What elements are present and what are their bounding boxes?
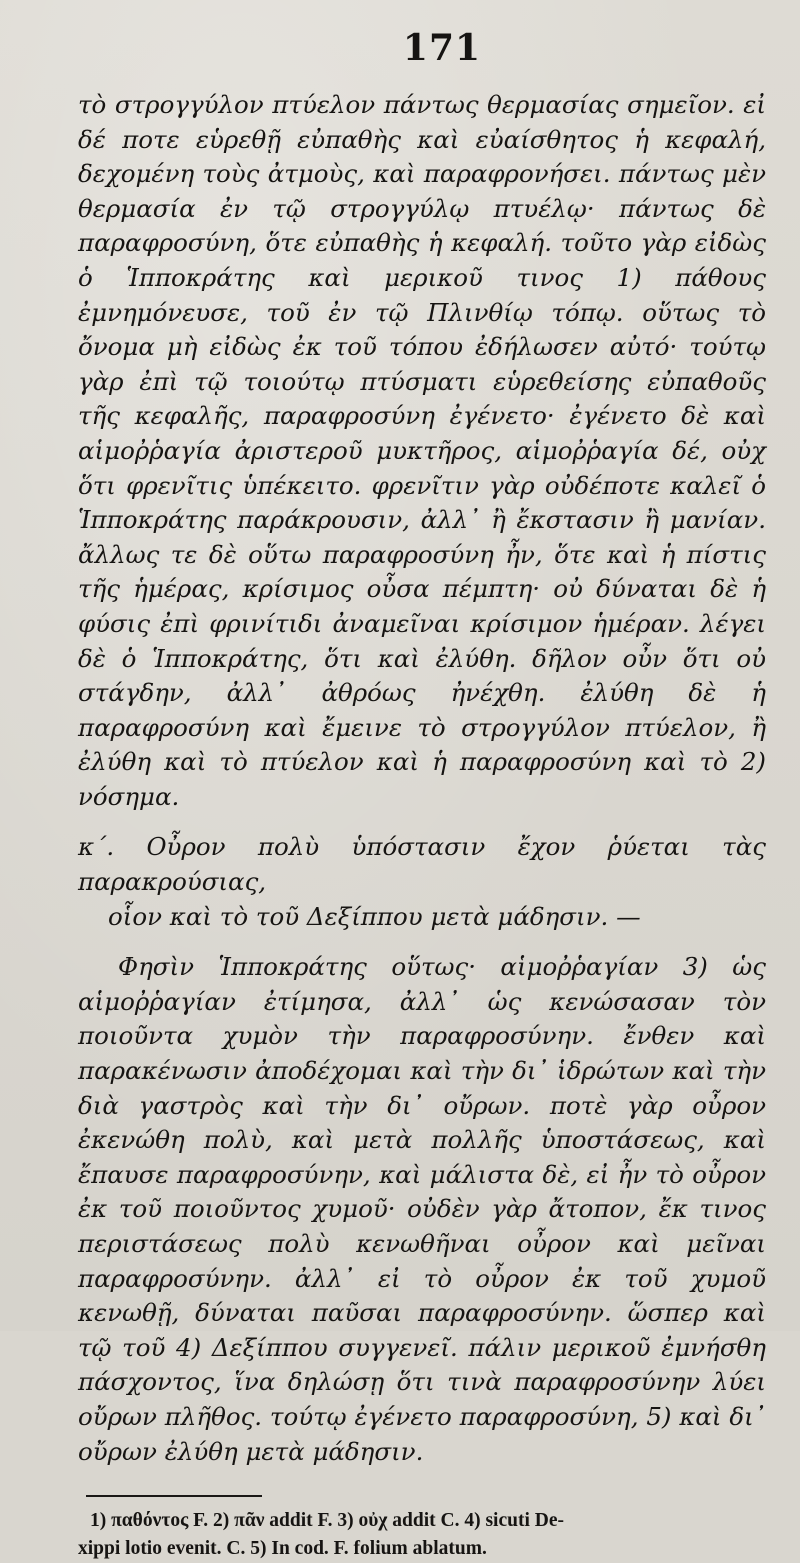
page-number: 171 — [402, 27, 482, 69]
body-text — [78, 88, 766, 1469]
paragraph-commentary: τὸ στρογγύλον πτύελον πάντως θερμασίας σημεῖον. εἰ δέ ποτε εὑρεθῇ εὐπαθὴς καὶ εὐαίσθητος ἡ κεφαλή, δεχομένη τοὺς ἀτμοὺς, καὶ παραφρονήσει. πάντως μὲν θερμασία ἐν τῷ στρογγύλῳ πτυέλῳ· πάντως δὲ παραφροσύνη, ὅτε εὐπαθὴς ἡ κεφαλή. τοῦτο γὰρ εἰδὼς ὁ Ἱπποκράτης καὶ μερικοῦ τινος 1) πάθους ἐμνημόνευσε, τοῦ ἐν τῷ Πλινθίῳ τόπῳ. οὕτως τὸ ὄνομα μὴ εἰδὼς ἐκ τοῦ τόπου ἐδήλωσεν αὐτό· τούτῳ γὰρ ἐπὶ τῷ τοιούτῳ πτύσματι εὑρεθείσης εὐπαθοῦς τῆς κεφαλῆς, παραφροσύνη ἐγένετο· ἐγένετο δὲ καὶ αἱμοῤῥαγία ἀριστεροῦ μυκτῆρος, αἱμοῤῥαγία δέ, οὐχ ὅτι φρενῖτις ὑπέκειτο. φρενῖτιν γὰρ οὐδέποτε καλεῖ ὁ Ἱπποκράτης παράκρουσιν, ἀλλ᾽ ἢ ἔκστασιν ἢ μανίαν. ἄλλως τε δὲ οὕτω παραφροσύνη ἦν, ὅτε καὶ ἡ πίστις τῆς ἡμέρας, κρίσιμος οὖσα πέμπτη· οὐ δύναται δὲ ἡ φύσις ἐπὶ φρινίτιδι ἀναμεῖναι κρίσιμον ἡμέραν. λέγει δὲ ὁ Ἱπποκράτης, ὅτι καὶ ἐλύθη. δῆλον οὖν ὅτι οὐ στάγδην, ἀλλ᾽ ἀθρόως ἠνέχθη. ἐλύθη δὲ ἡ παραφροσύνη καὶ ἔμεινε τὸ στρογγύλον πτύελον, ἢ ἐλύθη καὶ τὸ πτύελον καὶ ἡ παραφροσύνη καὶ τὸ 2) νόσημα. — [78, 90, 766, 811]
aphorism-line-2: οἷον καὶ τὸ τοῦ Δεξίππου μετὰ μάδησιν. — — [108, 901, 641, 931]
footnote-divider — [86, 1495, 262, 1497]
paragraph-commentary-2: Φησὶν Ἱπποκράτης οὕτως· αἱμοῤῥαγίαν 3) ὡς αἱμοῤῥαγίαν ἐτίμησα, ἀλλ᾽ ὡς κενώσασαν τὸν ποιοῦντα χυμὸν τὴν παραφροσύνην. ἔνθεν καὶ παρακένωσιν ἀποδέχομαι καὶ τὴν δι᾽ ἱδρώτων καὶ τὴν διὰ γαστρὸς καὶ τὴν δι᾽ οὔρων. ποτὲ γὰρ οὖρον ἐκενώθη πολὺ, καὶ μετὰ πολλῆς ὑποστάσεως, καὶ ἔπαυσε παραφροσύνην, καὶ μάλιστα δὲ, εἰ ἦν τὸ οὖρον ἐκ τοῦ ποιοῦντος χυμοῦ· οὐδὲν γὰρ ἄτοπον, ἔκ τινος περιστάσεως πολὺ κενωθῆναι οὖρον καὶ μεῖναι παραφροσύνην. ἀλλ᾽ εἰ τὸ οὖρον ἐκ τοῦ χυμοῦ κενωθῇ, δύναται παῦσαι παραφροσύνην. ὥσπερ καὶ τῷ τοῦ 4) Δεξίππου συγγενεῖ. πάλιν μερικοῦ ἐμνήσθη πάσχοντος, ἵνα δηλώσῃ ὅτι τινὰ παραφροσύνην λύει οὔρων πλῆθος. τούτῳ ἐγένετο παραφροσύνη, 5) καὶ δι᾽ οὔρων ἐλύθη μετὰ μάδησιν. — [78, 952, 766, 1466]
footnotes — [78, 1507, 766, 1563]
footnote-line: xippi lotio evenit. C. 5) In cod. F. folium ablatum. — [78, 1538, 487, 1560]
aphorism-line-1: κ΄. Οὖρον πολὺ ὑπόστασιν ἔχον ῥύεται τὰς παρακρούσιας, — [78, 832, 766, 897]
footnote-line: 1) παθόντος F. 2) πᾶν addit F. 3) οὐχ addit C. 4) sicuti De- — [90, 1510, 564, 1532]
aphorism-heading — [78, 830, 766, 934]
